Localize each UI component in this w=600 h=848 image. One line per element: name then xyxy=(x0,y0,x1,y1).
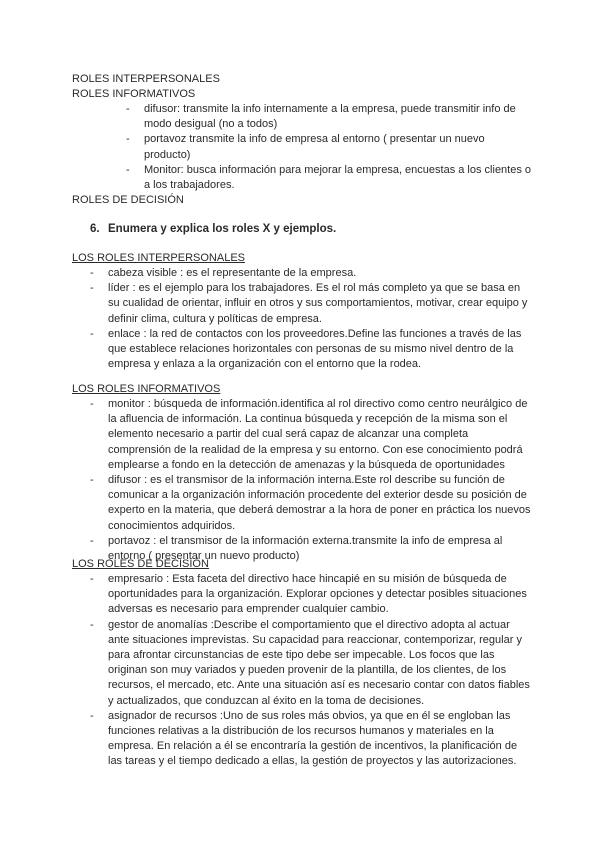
notes-top xyxy=(0,72,600,208)
list-item: - portavoz transmite la info de empresa al entorno ( presentar un nuevo producto) xyxy=(126,133,485,161)
informativos-short-list xyxy=(0,102,600,193)
list-item: - difusor : es el transmisor de la información interna.Este rol describe su función de comunicar a la organización información procedente del exterior desde su posición de experto en la materia, que deberá demostrar a la hora de poner en práctica los nuevos conocimientos adquiridos. xyxy=(90,474,531,532)
question-text: Enumera y explica los roles X y ejemplos. xyxy=(108,223,337,235)
decision-list xyxy=(0,572,600,770)
section-heading: LOS ROLES INTERPERSONALES xyxy=(72,252,245,264)
section-decision xyxy=(0,557,600,770)
list-item: - monitor : búsqueda de información.identifica al rol directivo como centro neurálgico de la afluencia de información. La continua búsqueda y recepción de la misma son el elemento necesario a partir del cual será capaz de alcanzar una completa comprensión de la realidad de la empresa y su entorno. Con ese conocimiento podrá emplearse a fondo en la detección de amenazas y la búsqueda de oportunidades xyxy=(90,398,528,471)
section-interpersonales xyxy=(0,251,600,372)
list-item: - líder : es el ejemplo para los trabajadores. Es el rol más completo ya que se basa en su cualidad de orientar, influir en otros y sus comportamientos, motivar, crear equipo y definir clima, cultura y políticas de empresa. xyxy=(90,282,528,325)
heading-roles-informativos: ROLES INFORMATIVOS xyxy=(72,88,196,100)
heading-roles-decision: ROLES DE DECISIÓN xyxy=(72,194,184,207)
list-item: - asignador de recursos :Uno de sus roles más obvios, ya que en él se engloban las funciones relativas a la distribución de los recursos humanos y materiales en la empresa. En relación a él se encontraría la gestión de incentivos, la planificación de las tareas y el tiempo dedicado a ellas, la gestión de proyectos y las autorizaciones. xyxy=(90,709,518,768)
informativos-list xyxy=(0,397,600,564)
interpersonales-list xyxy=(0,266,600,372)
question-6 xyxy=(0,221,600,237)
section-heading: LOS ROLES INFORMATIVOS xyxy=(72,383,221,395)
question-number: 6. xyxy=(90,223,100,235)
list-item: - enlace : la red de contactos con los proveedores.Define las funciones a través de las que establece relaciones horizontales con personas de su mismo nivel dentro de la empresa y enlaza a la organización con el entorno que la rodea. xyxy=(90,327,522,371)
list-item: - Monitor: busca información para mejorar la empresa, encuestas a los clientes o a los trabajadores. xyxy=(126,163,532,192)
list-item: - cabeza visible : es el representante de la empresa. xyxy=(90,267,357,279)
section-informativos xyxy=(0,382,600,564)
heading-roles-interpersonales: ROLES INTERPERSONALES xyxy=(72,73,220,85)
list-item: - gestor de anomalías :Describe el comportamiento que el directivo adopta al actuar ante situaciones imprevistas. Su capacidad para reaccionar, contemporizar, regular y para afrontar circunstancias de este tipo debe ser impecable. Los focos que las originan son muy variados y pueden provenir de la plantilla, de los clientes, de los recursos, el mercado, etc. Ante una situación así es necesario contar con datos fiables y actualizados, que conduzcan al éxito en la toma de decisiones. xyxy=(90,618,530,707)
list-item: - portavoz : el transmisor de la información externa.transmite la info de empresa al entorno ( presentar un nuevo producto) xyxy=(90,534,503,563)
list-item: - difusor: transmite la info internamente a la empresa, puede transmitir info de modo desigual (no a todos) xyxy=(126,103,516,131)
section-heading: LOS ROLES DE DECISIÓN xyxy=(72,558,209,570)
list-item: - empresario : Esta faceta del directivo hace hincapié en su misión de búsqueda de oportunidades para la organización. Explorar opciones y detectar posibles situaciones adversas es necesario para emprender cualquier cambio. xyxy=(90,573,527,616)
